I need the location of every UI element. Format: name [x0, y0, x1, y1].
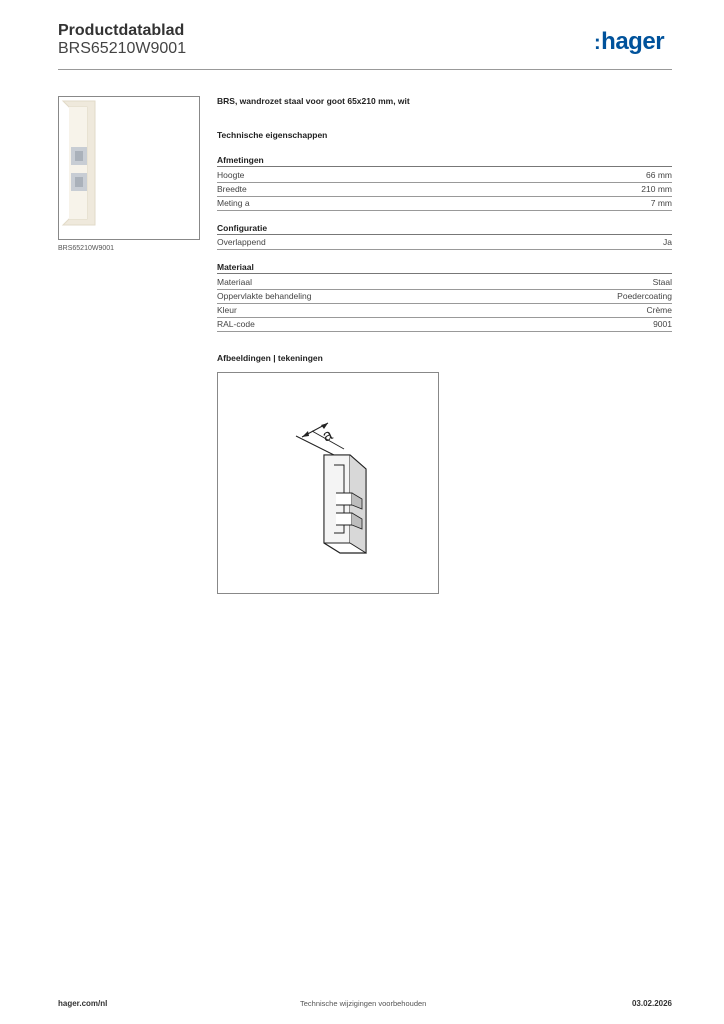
footer-date: 03.02.2026: [631, 999, 672, 1008]
spec-label: Kleur: [217, 305, 237, 315]
spec-label: Breedte: [217, 184, 247, 194]
header-divider: [58, 69, 672, 70]
spec-row: [217, 290, 672, 304]
spec-value: 66 mm: [646, 170, 672, 180]
page-title: Productdatablad: [58, 22, 185, 39]
spec-label: Meting a: [217, 198, 250, 208]
logo-text: hager: [601, 28, 665, 55]
technical-heading: Technische eigenschappen: [217, 130, 328, 140]
logo-dots: :: [594, 32, 601, 54]
spec-value: 210 mm: [641, 184, 672, 194]
product-thumbnail: [58, 96, 200, 240]
spec-row: [217, 318, 672, 332]
drawings-heading: Afbeeldingen | tekeningen: [217, 353, 323, 363]
thumbnail-caption: BRS65210W9001: [58, 245, 115, 252]
spec-value: 7 mm: [650, 198, 672, 208]
spec-label: Overlappend: [217, 237, 266, 247]
spec-value: Staal: [652, 277, 672, 287]
spec-label: RAL-code: [217, 319, 255, 329]
spec-label: Materiaal: [217, 277, 252, 287]
spec-row: [217, 304, 672, 318]
spec-row: [217, 197, 672, 211]
spec-row: [217, 236, 672, 250]
spec-row: [217, 276, 672, 290]
spec-row: [217, 169, 672, 183]
group-title-afmetingen: Afmetingen: [217, 155, 672, 167]
spec-value: Ja: [663, 237, 672, 247]
spec-label: Hoogte: [217, 170, 245, 180]
product-photo: [59, 97, 199, 239]
technical-drawing: [217, 372, 439, 594]
spec-value: Poedercoating: [617, 291, 672, 301]
footer-disclaimer: Technische wijzigingen voorbehouden: [300, 999, 427, 1008]
product-code: BRS65210W9001: [58, 40, 187, 57]
drawing-svg: [218, 373, 438, 593]
spec-row: [217, 183, 672, 197]
spec-label: Oppervlakte behandeling: [217, 291, 312, 301]
spec-value: Crème: [646, 305, 672, 315]
spec-value: 9001: [653, 319, 672, 329]
dimension-label: a: [320, 426, 336, 446]
group-title-materiaal: Materiaal: [217, 262, 672, 274]
group-title-configuratie: Configuratie: [217, 223, 672, 235]
hager-logo: [594, 28, 664, 56]
footer-website[interactable]: hager.com/nl: [58, 999, 108, 1008]
product-description: BRS, wandrozet staal voor goot 65x210 mm, wit: [217, 96, 410, 106]
